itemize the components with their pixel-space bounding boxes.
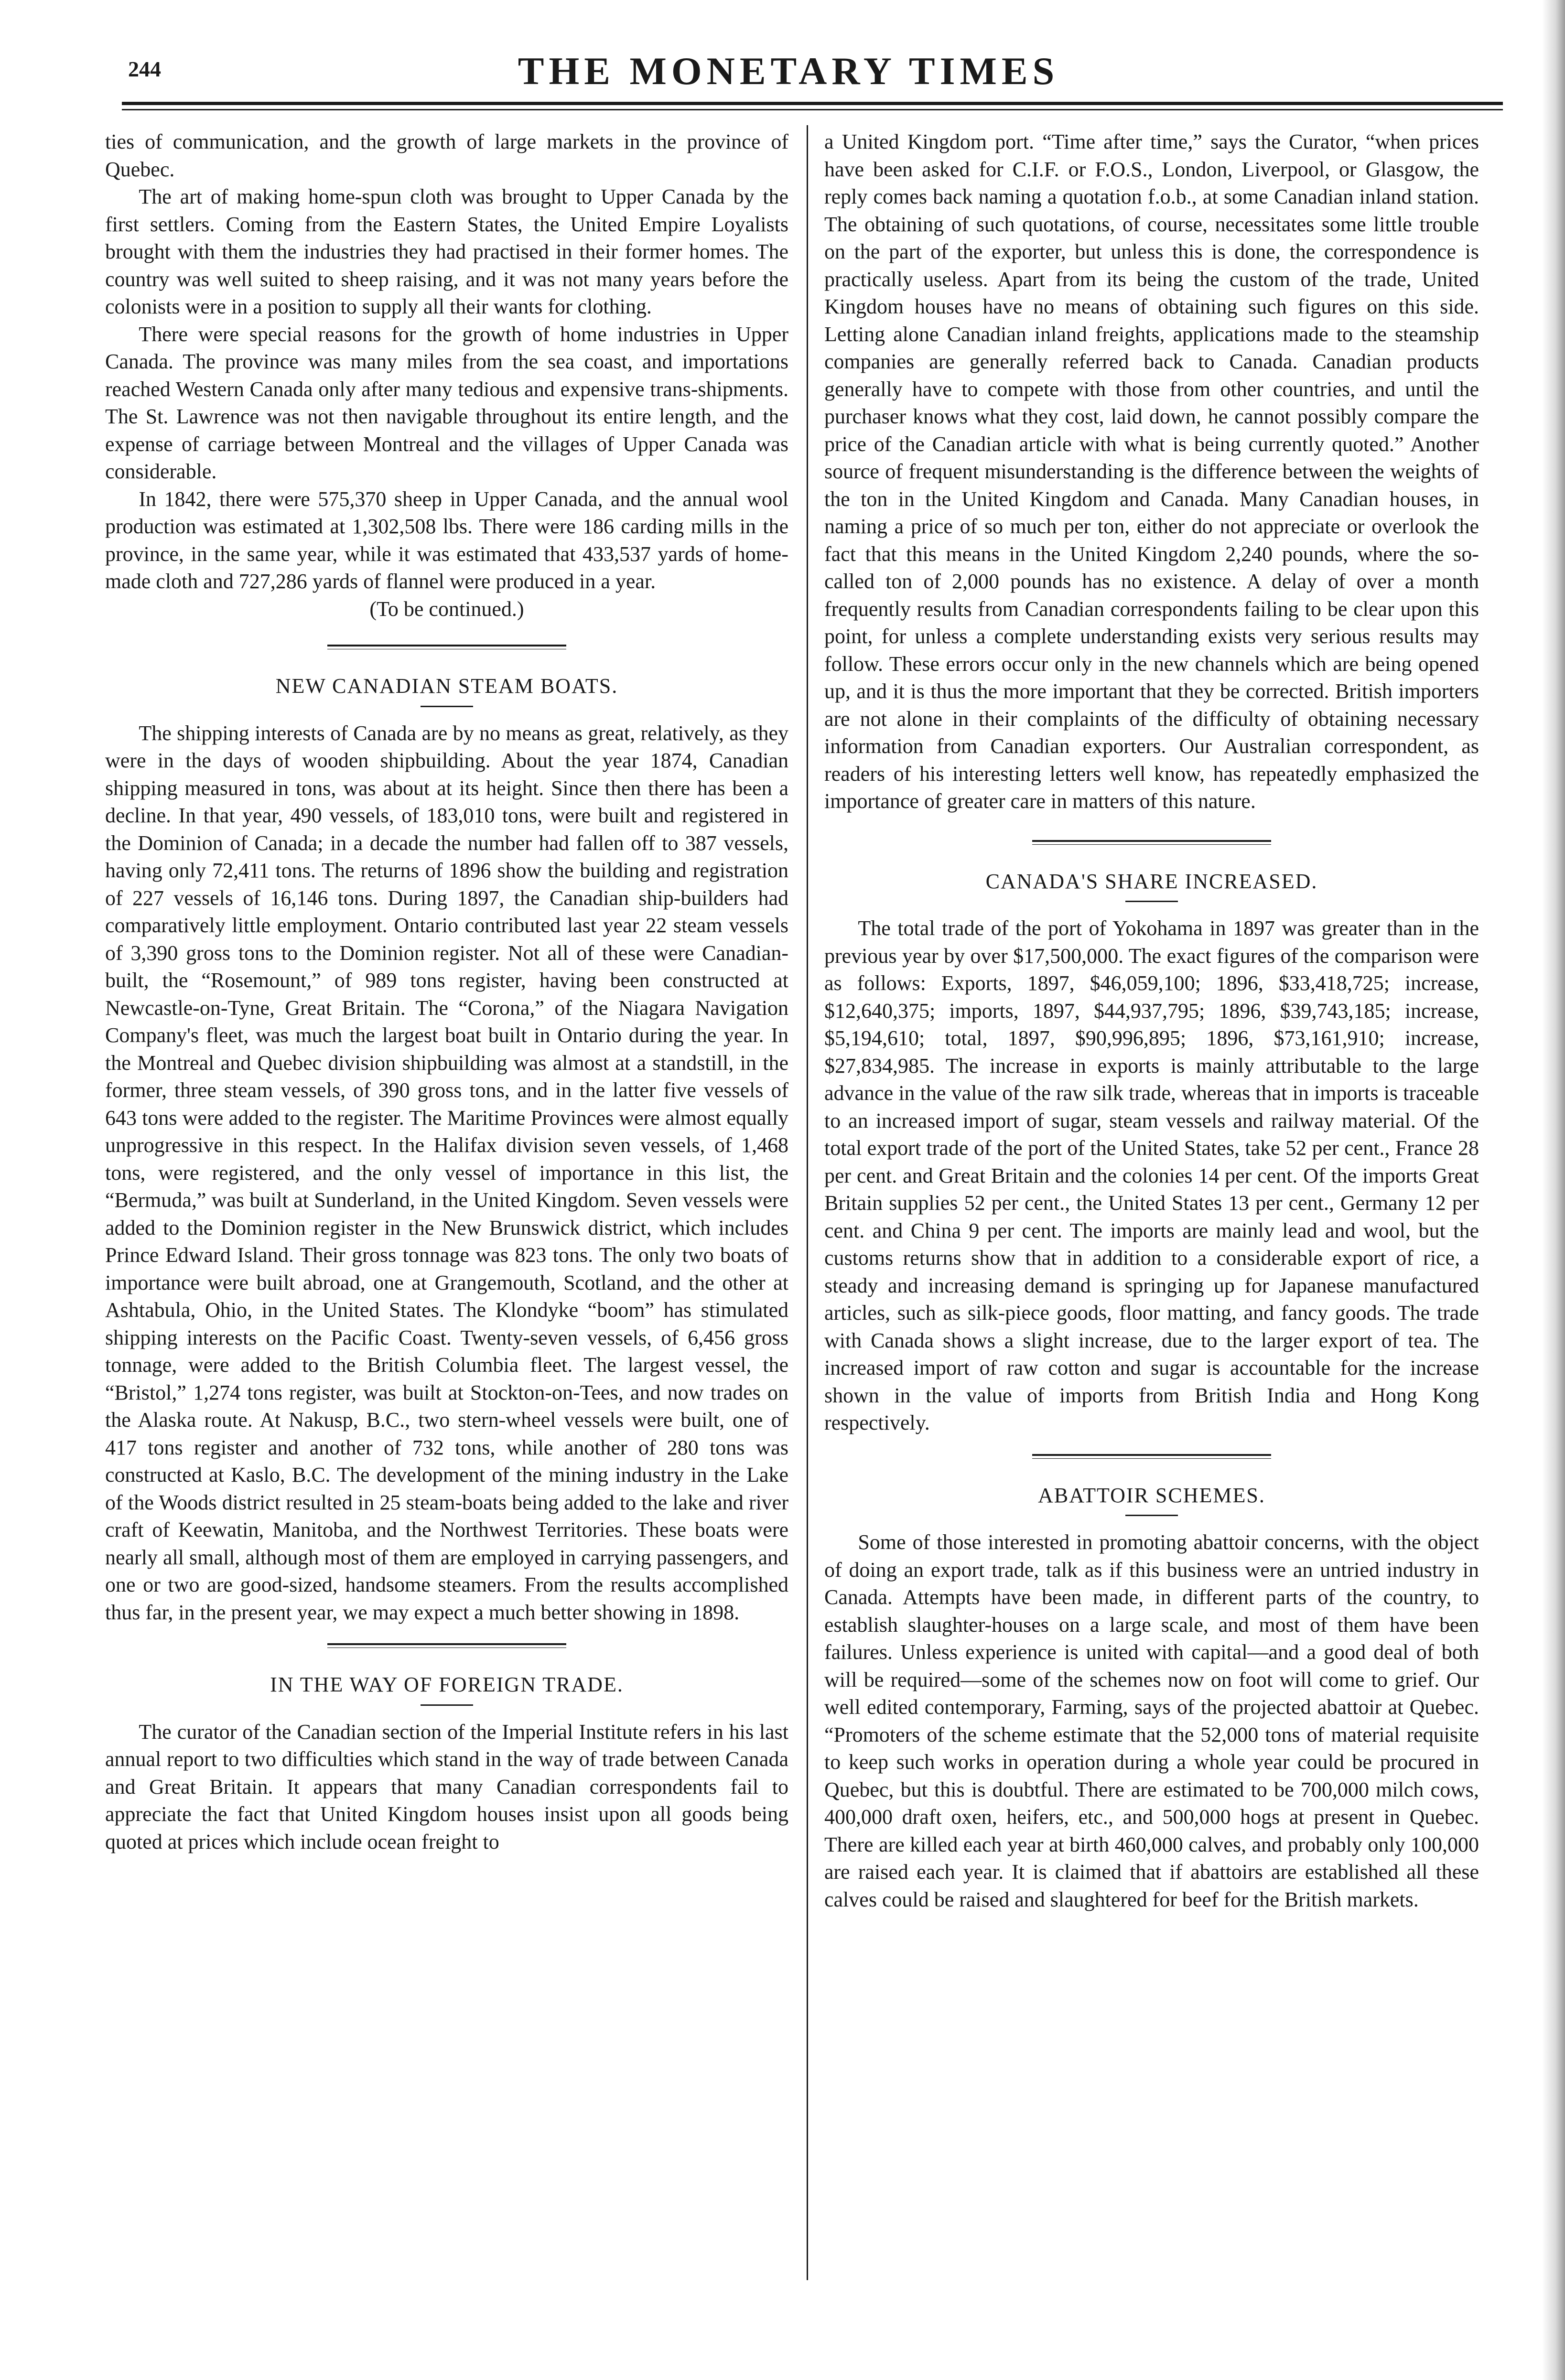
heading-foreign-trade: IN THE WAY OF FOREIGN TRADE.	[270, 1673, 624, 1696]
heading-canada-share: CANADA'S SHARE INCREASED.	[985, 869, 1318, 893]
masthead-rule-thick	[122, 102, 1503, 105]
foreign-trade-body: The curator of the Canadian section of the Imperial Institute refers in his last annual report to two difficulties which stand in the way of trade between Canada and Great Britain. It appears that many Canadian correspondents fail to appreciate the fact that United Kingdom houses insist upon all goods being quoted at prices which include ocean freight to	[105, 1720, 788, 1853]
intro-paragraph: The art of making home-spun cloth was brought to Upper Canada by the first settlers. Coming from the Eastern States, the United Empire Loyalists brought with them the industries they had practised in their former homes. The country was well suited to sheep raising, and it was not many years before the colonists were in a position to supply all their wants for clothing.	[105, 185, 788, 318]
canada-share-body: The total trade of the port of Yokohama in 1897 was greater than in the previous year by over $17,500,000. The exact figures of the comparison were as follows: Exports, 1897, $46,059,100; 1896, $33,418,725; increase, $12,640,375; imports, 1897, $44,937,795; 1896, $39,743,185; increase, $5,194,610; total, 1897, $90,996,895; 1896, $73,161,910; increase, $27,834,985. The increase in exports is mainly attributable to the large advance in the value of the raw silk trade, whereas that in imports is traceable to an increased import of sugar, steam vessels and railway material. Of the total export trade of the port of the United States, take 52 per cent., France 28 per cent. and Great Britain and the colonies 14 per cent. Of the imports Great Britain supplies 52 per cent., the United States 13 per cent., Germany 12 per cent. and China 9 per cent. The imports are mainly lead and wool, but the customs returns show that in addition to a considerable export of rice, a steady and increasing demand is springing up for Japanese manufactured articles, such as silk-piece goods, floor matting, and fancy goods. The trade with Canada shows a slight increase, due to the larger export of tea. The increased import of raw cotton and sugar is accountable for the increase shown in the value of imports from British India and Hong Kong respectively.	[824, 916, 1479, 1434]
heading-steam-boats: NEW CANADIAN STEAM BOATS.	[275, 674, 618, 698]
column-divider	[807, 125, 808, 2280]
heading-abattoir: ABATTOIR SCHEMES.	[1038, 1483, 1265, 1507]
continued-note: (To be continued.)	[369, 597, 524, 621]
right-column	[824, 128, 1479, 1913]
page-number: 244	[128, 57, 161, 81]
steam-boats-body: The shipping interests of Canada are by no means as great, relatively, as they were in the days of wooden shipbuilding. About the year 1874, Canadian shipping measured in tons, was about at its height. Since then there has been a decline. In that year, 490 vessels, of 183,010 tons, were built and registered in the Dominion of Canada; in a decade the number had fallen off to 387 vessels, having only 72,411 tons. The returns of 1896 show the building and registration of 227 vessels of 16,146 tons. During 1897, the Canadian ship-builders had comparatively little employment. Ontario contributed last year 22 steam vessels of 3,390 gross tons to the Dominion register. Not all of these were Canadian-built, the “Rosemount,” of 989 tons register, having been constructed at Newcastle-on-Tyne, Great Britain. The “Corona,” of the Niagara Navigation Company's fleet, was much the largest boat built in Ontario during the year. In the Montreal and Quebec division shipbuilding was almost at a standstill, in the former, three steam vessels, of 390 gross tons, and in the latter five vessels of 643 tons were added to the register. The Maritime Provinces were almost equally unprogressive in this respect. In the Halifax division seven vessels, of 1,468 tons, were registered, and the only vessel of importance in this list, the “Bermuda,” was built at Sunderland, in the United Kingdom. Seven vessels were added to the Dominion register in the New Brunswick district, which includes Prince Edward Island. Their gross tonnage was 823 tons. The only two boats of importance were built abroad, one at Grangemouth, Scotland, and the other at Ashtabula, Ohio, in the United States. The Klondyke “boom” has stimulated shipping interests on the Pacific Coast. Twenty-seven vessels, of 6,456 gross tonnage, were added to the British Columbia fleet. The largest vessel, the “Bristol,” 1,274 tons register, was built at Stockton-on-Tees, and now trades on the Alaska route. At Nakusp, B.C., two stern-wheel vessels were built, one of 417 tons register and another of 732 tons, while another of 280 tons was constructed at Kaslo, B.C. The development of the mining industry in the Lake of the Woods district resulted in 25 steam-boats being added to the lake and river craft of Keewatin, Manitoba, and the Northwest Territories. These boats were nearly all small, although most of them are employed in carrying passengers, and one or two are good-sized, handsome steamers. From the results accomplished thus far, in the present year, we may expect a much better showing in 1898.	[105, 721, 788, 1624]
heading-dash	[421, 706, 473, 707]
heading-dash	[421, 1704, 473, 1706]
heading-dash	[1125, 1515, 1178, 1516]
binding-spine-shadow	[1542, 0, 1565, 2380]
abattoir-body: Some of those interested in promoting abattoir concerns, with the object of doing an export trade, talk as if this business were an untried industry in Canada. Attempts have been made, in different parts of the country, to establish slaughter-houses on a large scale, and most of them have been failures. Unless experience is united with capital—and a good deal of both will be required—some of the schemes now on foot will come to grief. Our well edited contemporary, Farming, says of the projected abattoir at Quebec. “Promoters of the scheme estimate that the 52,000 tons of material requisite to keep such works in operation during a whole year could be procured in Quebec, but this is doubtful. There are estimated to be 700,000 milch cows, 400,000 draft oxen, heifers, etc., and 500,000 hogs at present in Quebec. There are killed each year at birth 460,000 calves, and probably only 100,000 are raised each year. It is claimed that if abattoirs are established all these calves could be raised and slaughtered for beef for the British markets.	[824, 1530, 1479, 1911]
intro-paragraph: In 1842, there were 575,370 sheep in Upper Canada, and the annual wool production was estimated at 1,302,508 lbs. There were 186 carding mills in the province, in the same year, while it was estimated that 433,537 yards of home-made cloth and 727,286 yards of flannel were produced in a year.	[105, 487, 788, 593]
heading-dash	[1125, 901, 1178, 902]
intro-paragraph: ties of communication, and the growth of large markets in the province of Quebec.	[105, 130, 788, 181]
section-separator	[327, 645, 566, 649]
intro-paragraph: There were special reasons for the growth of home industries in Upper Canada. The province was many miles from the sea coast, and importations reached Western Canada only after many tedious and expensive trans-shipments. The St. Lawrence was not then navigable throughout its entire length, and the expense of carriage between Montreal and the villages of Upper Canada was considerable.	[105, 322, 788, 483]
section-separator	[1032, 840, 1271, 845]
section-separator	[1032, 1454, 1271, 1459]
section-separator	[327, 1643, 566, 1648]
masthead-rule-thin	[122, 109, 1503, 110]
masthead-title: THE MONETARY TIMES	[518, 49, 1059, 93]
left-column	[105, 128, 788, 1855]
foreign-trade-continued: a United Kingdom port. “Time after time,” says the Curator, “when prices have been asked for C.I.F. or F.O.S., London, Liverpool, or Glasgow, the reply comes back naming a quotation f.o.b., at some Canadian inland station. The obtaining of such quotations, of course, necessitates some little trouble on the part of the exporter, but unless this is done, the correspondence is practically useless. Apart from its being the custom of the trade, United Kingdom houses have no means of obtaining such figures on this side. Letting alone Canadian inland freights, applications made to the steamship companies are generally referred back to Canada. Canadian products generally have to compete with those from other countries, and until the purchaser knows what they cost, laid down, he cannot possibly compare the price of the Canadian article with what is being currently quoted.” Another source of frequent misunderstanding is the difference between the weights of the ton in the United Kingdom and Canada. Many Canadian houses, in naming a price of so much per ton, either do not appreciate or overlook the fact that this means in the United Kingdom 2,240 pounds, where the so-called ton of 2,000 pounds has no existence. A delay of over a month frequently results from Canadian correspondents failing to be clear upon this point, for unless a complete understanding exists very serious results may follow. These errors occur only in the new channels which are being opened up, and it is thus the more important that they be corrected. British importers are not alone in their complaints of the difficulty of obtaining necessary information from Canadian exporters. Our Australian correspondent, as readers of his interesting letters well know, has repeatedly emphasized the importance of greater care in matters of this nature.	[824, 130, 1479, 813]
